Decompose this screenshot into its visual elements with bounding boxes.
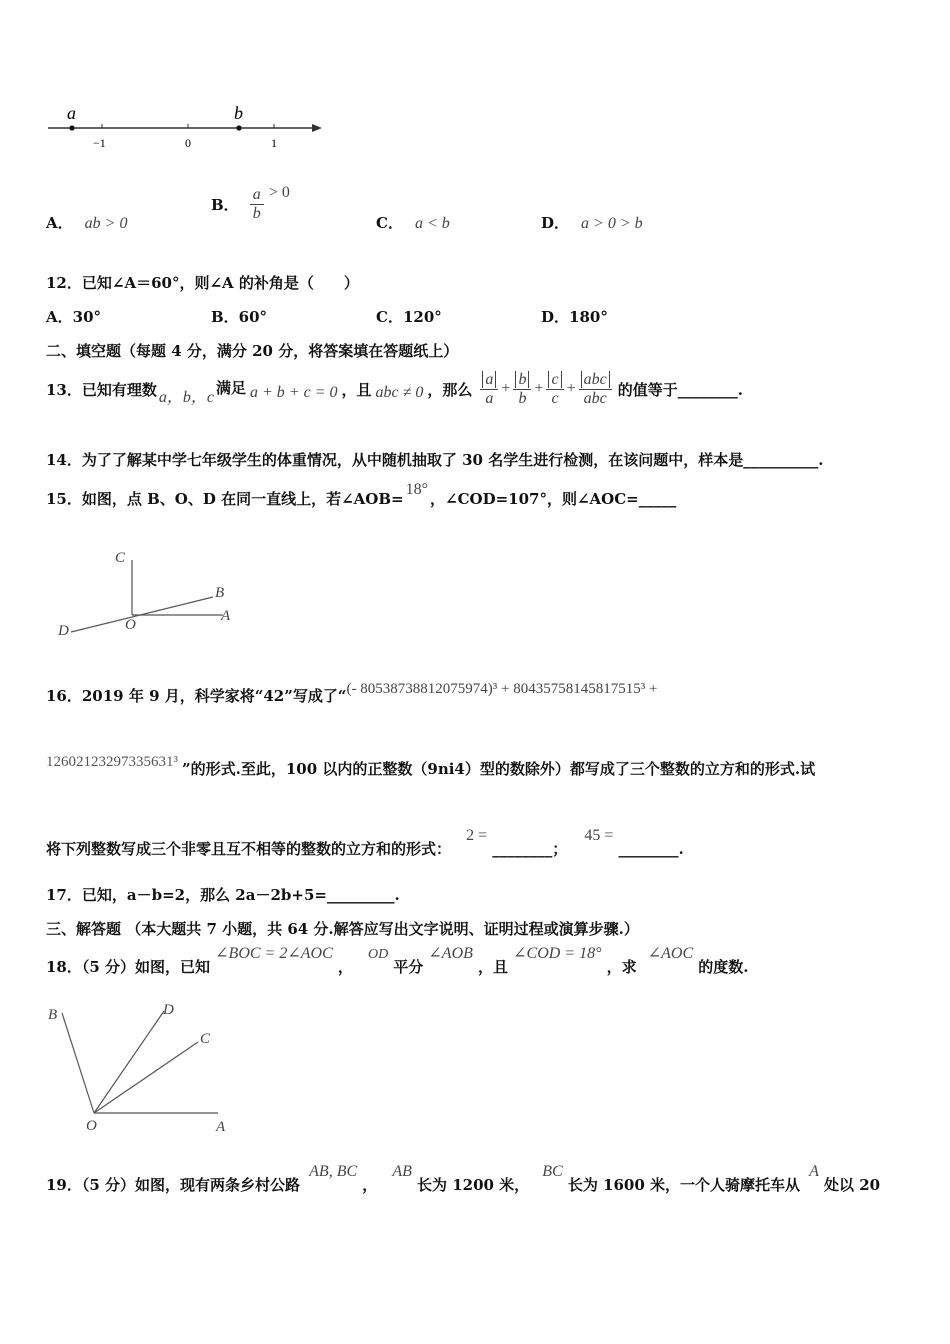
label-a: A — [216, 1119, 226, 1135]
label-c: C — [200, 1031, 211, 1047]
q11-option-b: B． $\frac{a}{b}$ > 0 — [211, 183, 290, 222]
number-line-figure — [40, 95, 330, 155]
q11-option-d: D． a > 0 > b — [541, 214, 643, 232]
q16-line2: 12602123297335631³ ”的形式.至此，100 以内的正整数（9ni4）型的数除外）都写成了三个整数的立方和的形式.试 — [46, 754, 816, 778]
number-line-arrow — [312, 124, 322, 132]
q12-option-b: B．60° — [211, 308, 268, 326]
label-o: O — [86, 1118, 97, 1134]
answer-blank-1[interactable]: ________； — [492, 840, 568, 858]
point-b — [236, 125, 241, 130]
q16-line1: 16．2019 年 9 月，科学家将“42”写成了“(- 80538738812075974)³ + 80435758145817515³ + — [46, 681, 658, 705]
label-d: D — [163, 1002, 174, 1018]
q15: 15．如图，点 B、O、D 在同一直线上，若∠AOB=18°，∠COD=107°，则∠AOC=_____ — [46, 481, 677, 508]
label-a: A — [221, 608, 231, 624]
label-o: O — [125, 617, 136, 633]
label-a: a — [67, 103, 76, 123]
q12-option-a: A．30° — [46, 308, 102, 326]
q12-option-d: D．180° — [541, 308, 608, 326]
q14: 14．为了了解某中学七年级学生的体重情况，从中随机抽取了 30 名学生进行检测，在该问题中，样本是__________. — [46, 451, 824, 469]
q12-stem: 12．已知∠A＝60°，则∠A 的补角是（ ） — [46, 274, 359, 292]
label-d: D — [58, 623, 69, 639]
q17: 17．已知，a－b=2，那么 2a－2b+5=_________. — [46, 886, 400, 904]
label-b: b — [234, 103, 243, 123]
q13: 13．已知有理数 a，b，c 满足 a + b + c = 0 ，且 abc ≠ 0 ，那么 $\frac{a}{a}$ + $\frac{b}{b}$ + $\frac{c}{c}$ + $\frac{\text{abc}}{\text{abc}}$ 的值等于________. — [46, 370, 743, 407]
tick-1: 1 — [271, 136, 277, 150]
tick-minus1: −1 — [93, 136, 106, 150]
q16-line3: 将下列整数写成三个非零且互不相等的整数的立方和的形式： 2 = ________； 45 = ________. — [46, 827, 684, 858]
figure-15 — [55, 540, 245, 645]
q18: 18．（5 分）如图，已知 ∠BOC = 2∠AOC ， OD 平分 ∠AOB ，且 ∠COD = 18° ，求 ∠AOC 的度数. — [46, 945, 749, 976]
label-b: B — [215, 585, 225, 601]
answer-blank-2[interactable]: ________. — [618, 840, 684, 858]
q11-option-c: C． a < b — [376, 214, 450, 232]
point-a — [69, 125, 74, 130]
label-c: C — [115, 550, 126, 566]
q12-option-c: C．120° — [376, 308, 442, 326]
figure-18 — [40, 995, 240, 1135]
q19: 19．（5 分）如图，现有两条乡村公路 AB, BC ， AB 长为 1200 米， BC 长为 1600 米，一个人骑摩托车从 A 处以 20 — [46, 1163, 881, 1194]
q11-option-a: A． ab > 0 — [46, 214, 128, 232]
section-3-heading: 三、解答题 （本大题共 7 小题，共 64 分.解答应写出文字说明、证明过程或演算步骤.） — [46, 920, 639, 938]
tick-0: 0 — [185, 136, 191, 150]
label-b: B — [48, 1007, 58, 1023]
section-2-heading: 二、填空题（每题 4 分，满分 20 分，将答案填在答题纸上） — [46, 342, 459, 360]
